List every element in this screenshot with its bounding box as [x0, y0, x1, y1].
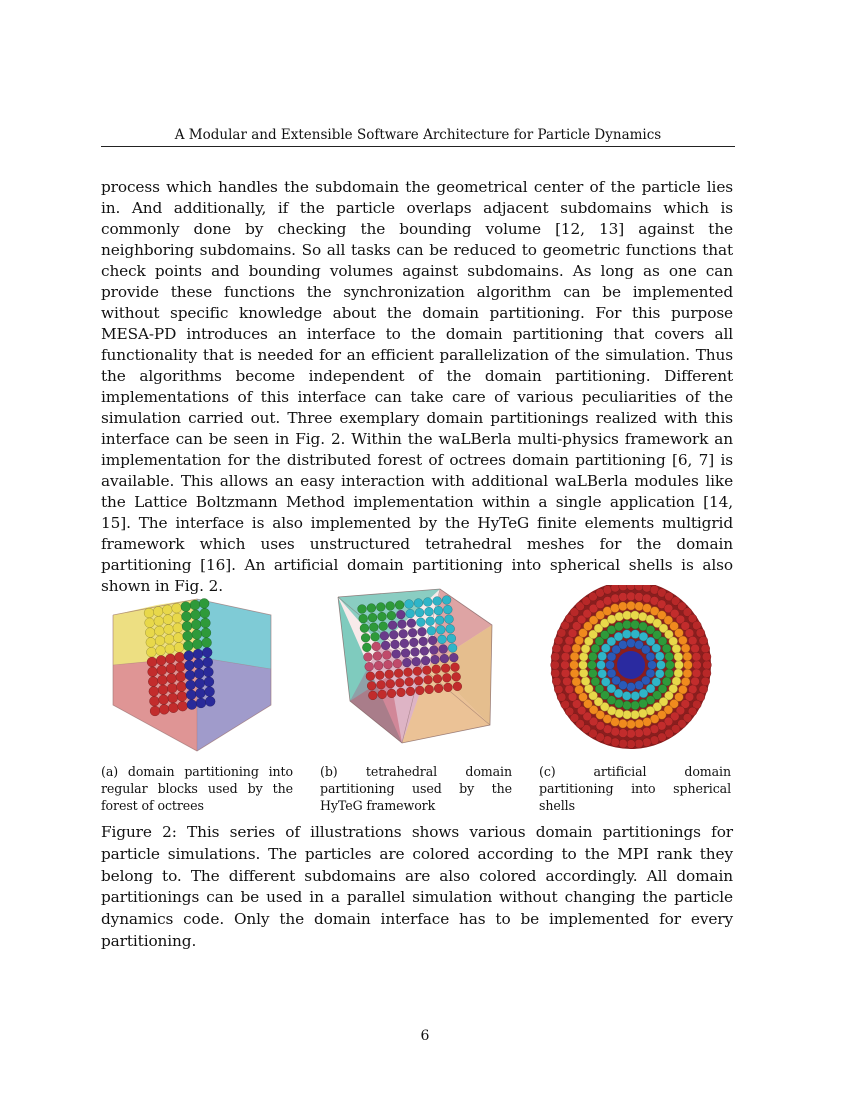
running-title: A Modular and Extensible Software Architecture for Particle Dynamics — [174, 127, 662, 143]
figure-caption: Figure 2: This series of illustrations shows various domain partitionings for particle simulations. The particles are colored according to the MPI rank they belong to. The different subdomains are also colored accordingly. All domain partitionings can be used in a parallel simulation without changing the particle dynamics code. Only the domain interface has to be implemented for every partitioning. — [101, 823, 733, 950]
page-number: 6 — [420, 1028, 430, 1044]
subfigure-a-caption: (a) domain partitioning into regular blocks used by the forest of octrees — [101, 764, 293, 813]
subfigure-a — [101, 585, 297, 813]
subfigure-b-caption: (b) tetrahedral domain partitioning used by the HyTeG framework — [320, 764, 512, 813]
subfigure-c — [539, 585, 735, 813]
figure-2 — [101, 585, 735, 815]
subfigure-c-caption: (c) artificial domain partitioning into spherical shells — [539, 764, 731, 813]
body-paragraph: process which handles the subdomain the geometrical center of the particle lies in. And additionally, if the particle overlaps adjacent subdomains which is commonly done by checking the bounding volume [12, 13] against the neighboring subdomains. So all tasks can be reduced to geometric functions that check points and bounding volumes against subdomains. As long as one can provide these functions the synchronization algorithm can be implemented without specific knowledge about the domain partitioning. For this purpose MESA-PD introduces an interface to the domain partitioning that covers all functionality that is needed for an efficient parallelization of the simulation. Thus the algorithms become independent of the domain partitioning. Different implementations of this interface can take care of various peculiarities of the simulation carried out. Three exemplary domain partitionings realized with this interface can be seen in Fig. 2. Within the waLBerla multi-physics framework an implementation for the distributed forest of octrees domain partitioning [6, 7] is available. This allows an easy interaction with additional waLBerla modules like the Lattice Boltzmann Method implementation within a single application [14, 15]. The interface is also implemented by the HyTeG finite elements multigrid framework which uses unstructured tetrahedral meshes for the domain partitioning [16]. An artificial domain partitioning into spherical shells is also shown in Fig. 2. — [101, 178, 733, 595]
octree-blocks-image — [101, 585, 297, 757]
subfigure-b — [320, 585, 516, 813]
spherical-shells-image — [539, 585, 735, 757]
tetrahedral-mesh-image — [320, 585, 516, 757]
header-rule — [101, 146, 735, 147]
